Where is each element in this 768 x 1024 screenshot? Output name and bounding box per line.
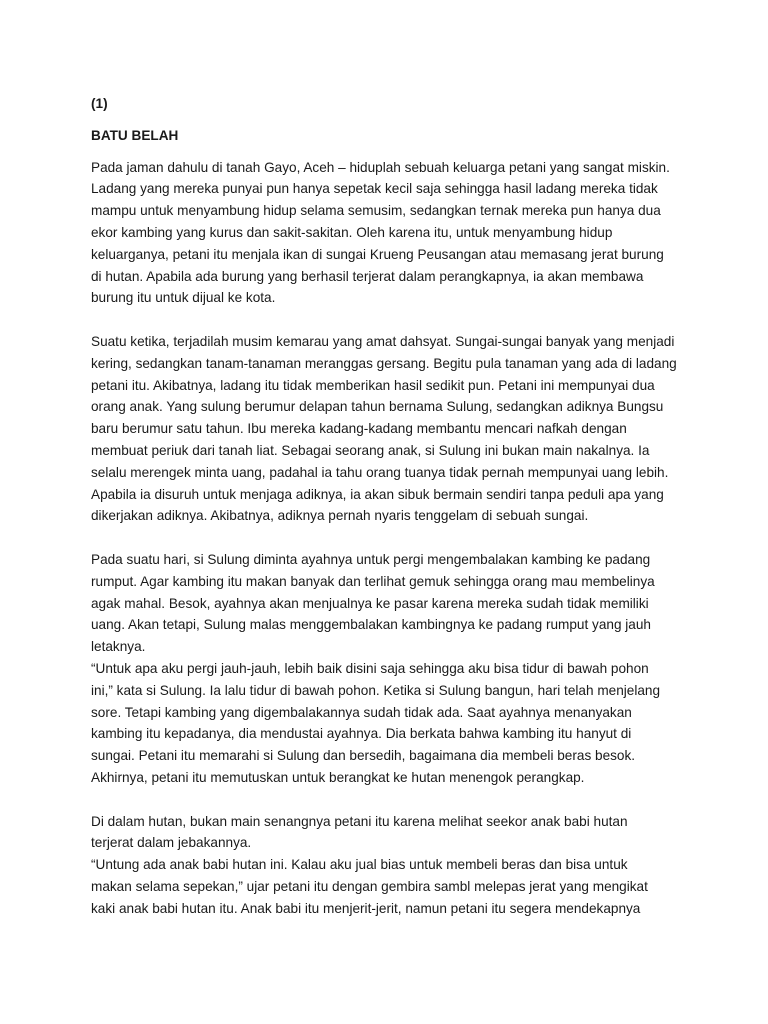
text-line: Pada suatu hari, si Sulung diminta ayahnya untuk pergi mengembalakan kambing ke padang bbox=[91, 551, 651, 567]
text-line: Suatu ketika, terjadilah musim kemarau yang amat dahsyat. Sungai-sungai banyak yang menjadi bbox=[91, 333, 675, 349]
text-line: rumput. Agar kambing itu makan banyak dan terlihat gemuk sehingga orang mau membelinya bbox=[91, 573, 655, 589]
text-line: “Untung ada anak babi hutan ini. Kalau aku jual bias untuk membeli beras dan bisa untuk bbox=[91, 857, 628, 873]
text-line: petani itu. Akibatnya, ladang itu tidak memberikan hasil sedikit pun. Petani ini mempunyai dua bbox=[91, 377, 655, 393]
document-body bbox=[91, 93, 681, 919]
text-line: Ladang yang mereka punyai pun hanya sepetak kecil saja sehingga hasil ladang mereka tidak bbox=[91, 181, 658, 197]
text-line: dikerjakan adiknya. Akibatnya, adiknya pernah nyaris tenggelam di sebuah sungai. bbox=[91, 508, 589, 524]
text-line: letaknya. bbox=[91, 639, 146, 655]
text-line: “Untuk apa aku pergi jauh-jauh, lebih baik disini saja sehingga aku bisa tidur di bawah pohon bbox=[91, 660, 649, 676]
text-line: Pada jaman dahulu di tanah Gayo, Aceh – hiduplah sebuah keluarga petani yang sangat miskin. bbox=[91, 159, 670, 175]
text-line: Akhirnya, petani itu memutuskan untuk berangkat ke hutan menengok perangkap. bbox=[91, 769, 585, 785]
text-line: kering, sedangkan tanam-tanaman meranggas gersang. Begitu pula tanaman yang ada di ladang bbox=[91, 355, 677, 371]
text-line: Di dalam hutan, bukan main senangnya petani itu karena melihat seekor anak babi hutan bbox=[91, 813, 628, 829]
text-line: agak mahal. Besok, ayahnya akan menjualnya ke pasar karena mereka sudah tidak memiliki bbox=[91, 595, 649, 611]
text-line: di hutan. Apabila ada burung yang berhasil terjerat dalam perangkapnya, ia akan membawa bbox=[91, 268, 644, 284]
text-line: kaki anak babi hutan itu. Anak babi itu menjerit-jerit, namun petani itu segera mendekapnya bbox=[91, 900, 641, 916]
text-line: orang anak. Yang sulung berumur delapan tahun bernama Sulung, sedangkan adiknya Bungsu bbox=[91, 399, 664, 415]
paragraph-3 bbox=[91, 549, 681, 789]
text-line: uang. Akan tetapi, Sulung malas menggembalakan kambingnya ke padang rumput yang jauh bbox=[91, 617, 651, 633]
text-line: terjerat dalam jebakannya. bbox=[91, 835, 252, 851]
text-line: Apabila ia disuruh untuk menjaga adiknya, ia akan sibuk bermain sendiri tanpa peduli apa yang bbox=[91, 486, 664, 502]
story-number: (1) bbox=[91, 96, 108, 111]
text-line: sore. Tetapi kambing yang digembalakannya sudah tidak ada. Saat ayahnya menanyakan bbox=[91, 704, 632, 720]
text-line: membuat periuk dari tanah liat. Sebagai seorang anak, si Sulung ini bukan main nakalnya. Ia bbox=[91, 442, 650, 458]
text-line: burung itu untuk dijual ke kota. bbox=[91, 290, 276, 306]
text-line: makan selama sepekan,” ujar petani itu dengan gembira sambl melepas jerat yang mengikat bbox=[91, 878, 648, 894]
paragraph-2 bbox=[91, 331, 681, 527]
paragraph-1 bbox=[91, 157, 681, 310]
text-line: mampu untuk menyambung hidup selama semusim, sedangkan ternak mereka pun hanya dua bbox=[91, 203, 661, 219]
text-line: keluarganya, petani itu menjala ikan di sungai Krueng Peusangan atau memasang jerat burung bbox=[91, 246, 664, 262]
text-line: selalu merengek minta uang, padahal ia tahu orang tuanya tidak pernah mempunyai uang lebih. bbox=[91, 464, 669, 480]
text-line: kambing itu kepadanya, dia mendustai ayahnya. Dia berkata bahwa kambing itu hanyut di bbox=[91, 726, 632, 742]
text-line: baru berumur satu tahun. Ibu mereka kadang-kadang membantu mencari nafkah dengan bbox=[91, 421, 627, 437]
text-line: ekor kambing yang kurus dan sakit-sakitan. Oleh karena itu, untuk menyambung hidup bbox=[91, 224, 613, 240]
paragraph-4 bbox=[91, 811, 681, 920]
text-line: sungai. Petani itu memarahi si Sulung dan bersedih, bagaimana dia membeli beras besok. bbox=[91, 748, 636, 764]
text-line: ini,” kata si Sulung. Ia lalu tidur di bawah pohon. Ketika si Sulung bangun, hari telah menjelang bbox=[91, 682, 661, 698]
story-title: BATU BELAH bbox=[91, 127, 179, 143]
